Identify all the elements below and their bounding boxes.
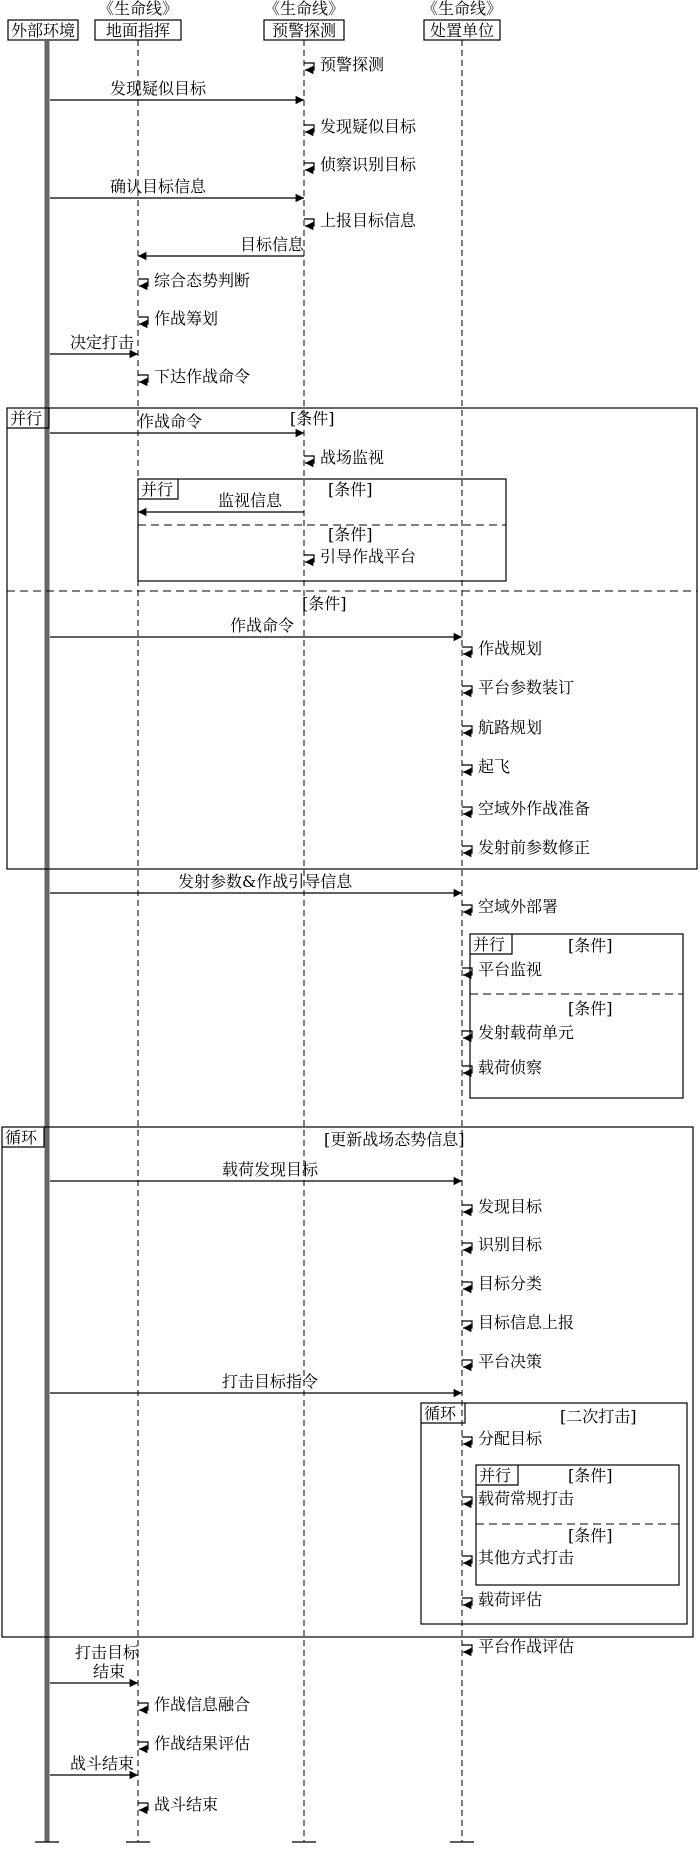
self-message-label: 其他方式打击 [478, 1548, 575, 1567]
self-message-arrow [462, 765, 472, 772]
self-message [462, 960, 542, 979]
self-message-label: 发射载荷单元 [478, 1023, 575, 1042]
fragment-operator: 循环 [424, 1404, 457, 1423]
fragment-frame [7, 408, 697, 869]
self-message [462, 1274, 542, 1293]
fragment-guard: [条件] [328, 480, 373, 499]
message-label-line: 打击目标 [75, 1643, 140, 1662]
self-message [462, 1429, 543, 1448]
fragment-operator: 并行 [473, 935, 506, 954]
self-message-label: 空域外部署 [478, 897, 559, 916]
self-message-arrow [138, 1803, 148, 1810]
self-message [462, 1352, 542, 1371]
self-message [304, 448, 384, 467]
message [50, 1160, 462, 1181]
fragment-guard: [二次打击] [560, 1407, 637, 1426]
lifeline-warn [264, 0, 344, 1842]
message-label-line: 结束 [93, 1662, 126, 1681]
message-label: 作战命令 [138, 412, 203, 431]
self-message-arrow [462, 1243, 472, 1250]
message [50, 79, 304, 100]
lifeline-name: 处置单位 [429, 21, 495, 40]
self-message-arrow [462, 1598, 472, 1605]
fragment-guard: [条件] [290, 409, 335, 428]
self-message [304, 155, 417, 174]
self-message-label: 战场监视 [320, 448, 385, 467]
self-message-label: 下达作战命令 [154, 367, 251, 386]
self-message [462, 897, 558, 916]
self-message-label: 作战结果评估 [154, 1734, 251, 1753]
self-message [138, 1695, 250, 1714]
fragment-guard: [条件] [328, 525, 373, 544]
lifeline-name: 外部环境 [10, 21, 76, 40]
self-message-label: 作战筹划 [154, 309, 219, 328]
lifeline-stereotype: 《生命线》 [263, 0, 345, 18]
message [50, 1372, 462, 1393]
self-message-label: 载荷常规打击 [478, 1489, 575, 1508]
self-message [304, 117, 417, 136]
self-message [462, 678, 574, 697]
self-message [462, 1023, 574, 1042]
lifeline-env [8, 20, 78, 1842]
self-message-label: 综合态势判断 [154, 271, 251, 290]
self-message [462, 1235, 543, 1254]
message-label: 打击目标指令 [222, 1372, 319, 1391]
self-message-arrow [138, 317, 148, 324]
fragment-5 [421, 1403, 687, 1624]
message-label: 目标信息 [240, 235, 305, 254]
message-label: 战斗结束 [70, 1754, 135, 1773]
self-message [462, 639, 542, 658]
self-message-label: 侦察识别目标 [320, 155, 417, 174]
fragment-guard: [条件] [302, 594, 347, 613]
self-message [462, 718, 542, 737]
self-message-arrow [138, 1742, 148, 1749]
self-message-arrow [304, 63, 314, 70]
self-message [462, 838, 590, 857]
message-label: 确认目标信息 [110, 177, 207, 196]
fragment-guard: [更新战场态势信息] [324, 1130, 465, 1149]
self-message [138, 271, 250, 290]
self-message-arrow [304, 555, 314, 562]
lifeline-name: 地面指挥 [105, 21, 171, 40]
message [50, 872, 462, 893]
self-message-label: 发现疑似目标 [320, 117, 417, 136]
self-message-arrow [138, 1703, 148, 1710]
fragment-guard: [条件] [568, 1466, 613, 1485]
message-label: 发现疑似目标 [110, 79, 207, 98]
fragment-frame [2, 1127, 693, 1637]
message [50, 616, 462, 637]
message-label: 监视信息 [218, 491, 283, 510]
self-message [138, 367, 250, 386]
self-message [462, 799, 590, 818]
self-message-label: 上报目标信息 [320, 211, 417, 230]
self-message-arrow [304, 125, 314, 132]
self-message-label: 发现目标 [478, 1197, 543, 1216]
self-message-arrow [138, 375, 148, 382]
fragment-6 [476, 1465, 679, 1585]
message [50, 412, 304, 433]
self-message-arrow [138, 279, 148, 286]
self-message-label: 空域外作战准备 [478, 799, 591, 818]
self-message [304, 55, 384, 74]
self-message-label: 目标信息上报 [478, 1313, 575, 1332]
message [50, 1643, 140, 1683]
message-label: 作战命令 [230, 616, 295, 635]
fragment-operator: 并行 [141, 480, 174, 499]
self-message-label: 识别目标 [478, 1235, 543, 1254]
self-message-label: 平台监视 [478, 960, 543, 979]
self-message [462, 1058, 542, 1077]
message-label: 决定打击 [70, 333, 135, 352]
message [138, 235, 305, 256]
self-message-arrow [462, 1556, 472, 1563]
self-message-label: 平台参数装订 [478, 678, 575, 697]
message-label [75, 1643, 140, 1681]
self-message [462, 1637, 574, 1656]
message-label: 载荷发现目标 [222, 1160, 319, 1179]
self-message-label: 平台作战评估 [478, 1637, 575, 1656]
self-message-label: 目标分类 [478, 1274, 543, 1293]
self-message-label: 分配目标 [478, 1429, 543, 1448]
self-message-arrow [462, 726, 472, 733]
self-message-label: 平台决策 [478, 1352, 543, 1371]
self-message [462, 757, 510, 776]
self-message-arrow [462, 1437, 472, 1444]
self-message [462, 1489, 574, 1508]
self-message-label: 战斗结束 [154, 1795, 219, 1814]
fragment-operator: 循环 [5, 1128, 38, 1147]
self-message [138, 1795, 218, 1814]
fragment-1 [7, 408, 697, 869]
self-message-label: 航路规划 [478, 718, 543, 737]
self-message [138, 1734, 250, 1753]
self-message-label: 预警探测 [320, 55, 385, 74]
self-message-arrow [304, 163, 314, 170]
fragment-4 [2, 1127, 693, 1637]
self-message-arrow [462, 807, 472, 814]
message [50, 333, 138, 354]
self-message [462, 1590, 542, 1609]
message-label: 发射参数&作战引导信息 [178, 872, 353, 891]
self-message-label: 发射前参数修正 [478, 838, 591, 857]
self-message-arrow [304, 219, 314, 226]
self-message [304, 211, 417, 230]
message [50, 177, 304, 198]
fragment-guard: [条件] [568, 999, 613, 1018]
self-message-arrow [462, 647, 472, 654]
self-message [138, 309, 218, 328]
self-message-arrow [462, 1205, 472, 1212]
self-message [462, 1548, 574, 1567]
message [50, 1754, 138, 1775]
self-message-arrow [462, 846, 472, 853]
self-message-label: 载荷侦察 [478, 1058, 543, 1077]
self-message-arrow [462, 1645, 472, 1652]
self-message-label: 作战信息融合 [154, 1695, 251, 1714]
self-message-arrow [462, 1497, 472, 1504]
self-message-label: 引导作战平台 [320, 547, 417, 566]
self-message-label: 起飞 [478, 757, 511, 776]
fragment-guard: [条件] [568, 1526, 613, 1545]
self-message-label: 作战规划 [478, 639, 543, 658]
lifeline-stereotype: 《生命线》 [421, 0, 503, 18]
self-message-arrow [462, 905, 472, 912]
self-message-arrow [462, 1282, 472, 1289]
lifeline-stereotype: 《生命线》 [97, 0, 179, 18]
fragment-operator: 并行 [10, 409, 43, 428]
self-message-arrow [462, 1321, 472, 1328]
fragment-guard: [条件] [568, 936, 613, 955]
fragment-frame [421, 1403, 687, 1624]
self-message [304, 547, 416, 566]
lifeline-name: 预警探测 [271, 21, 337, 40]
activation-bar [45, 40, 50, 1842]
fragment-operator: 并行 [479, 1466, 512, 1485]
self-message [462, 1197, 543, 1216]
self-message-arrow [462, 686, 472, 693]
self-message-arrow [304, 456, 314, 463]
self-message [462, 1313, 574, 1332]
self-message-arrow [462, 1360, 472, 1367]
self-message-label: 载荷评估 [478, 1590, 543, 1609]
